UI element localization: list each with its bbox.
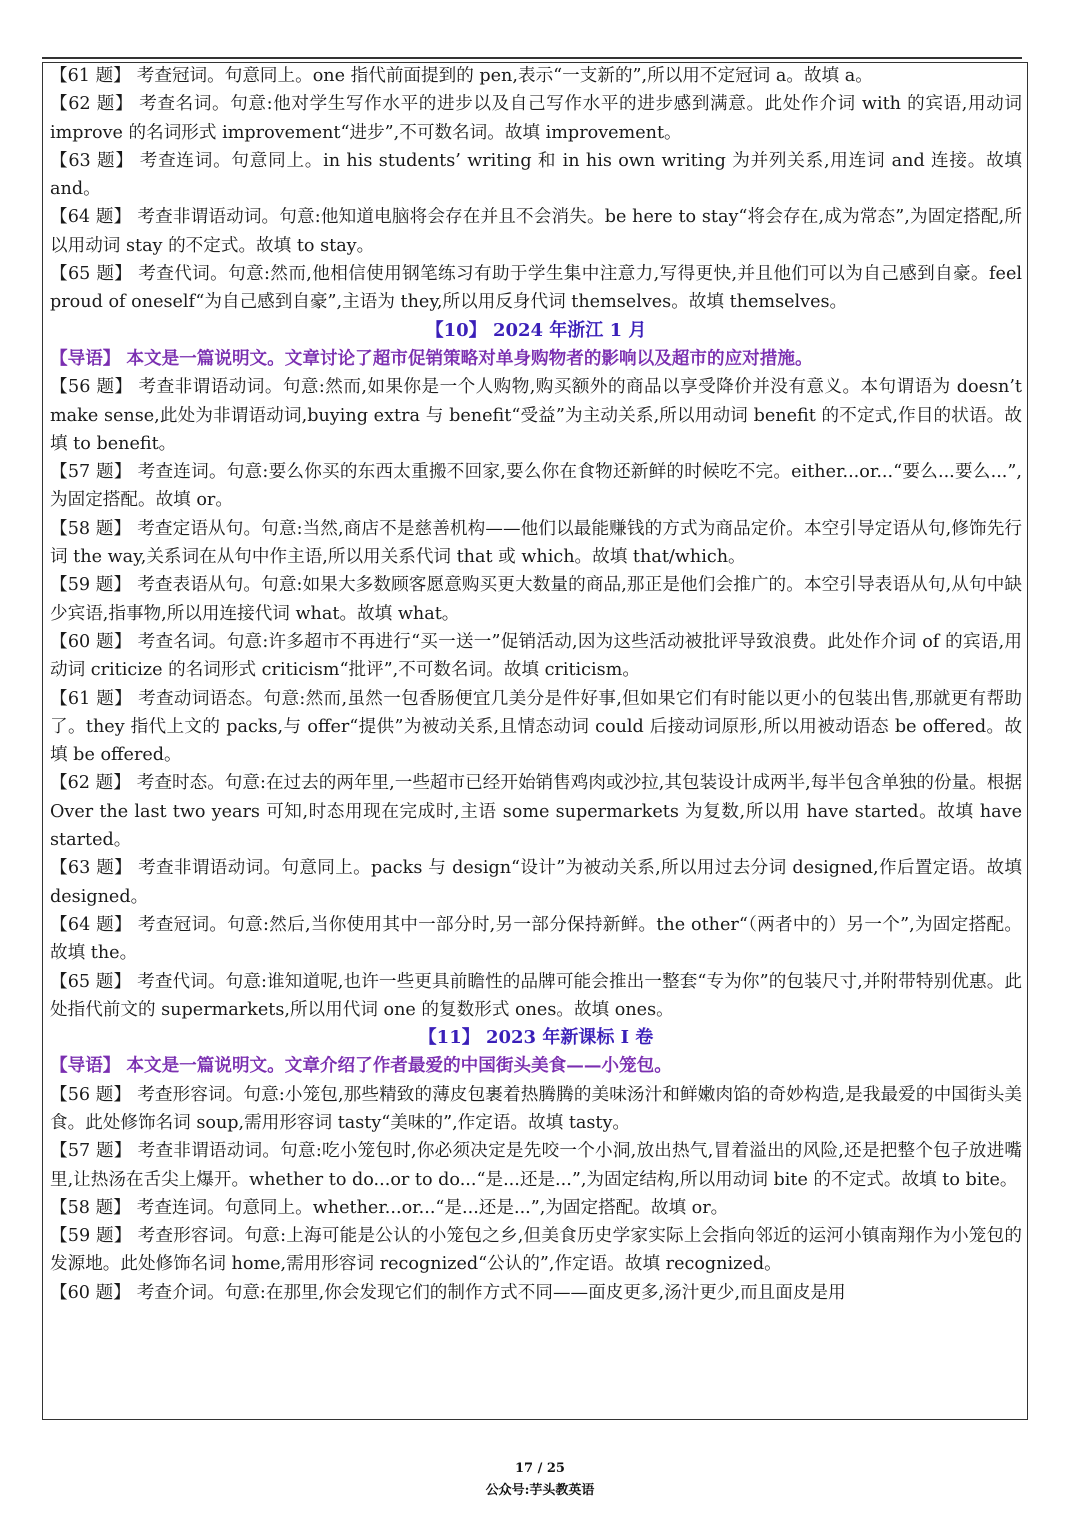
explanation-text: 考查表语从句。句意:如果大多数顾客愿意购买更大数量的商品,那正是他们会推广的。本空引导表语从句,从句中缺少宾语,指事物,所以用连接代词 what。故填 what。 (50, 575, 1022, 624)
question-number: 【64 题】 (50, 914, 132, 935)
question-number: 【56 题】 (50, 377, 133, 398)
intro-label: 【导语】 (50, 347, 121, 369)
question-number: 【60 题】 (50, 631, 132, 652)
answer-explanation (50, 203, 1022, 260)
explanation-text: 考查连词。句意同上。in his students’ writing 和 in his own writing 为并列关系,用连词 and 连接。故填 and。 (50, 150, 1022, 200)
answer-explanation (50, 62, 1022, 90)
explanation-text: 考查冠词。句意:然后,当你使用其中一部分时,另一部分保持新鲜。the other“（两者中的）另一个”,为固定搭配。故填 the。 (50, 914, 1022, 964)
question-number: 【65 题】 (50, 264, 133, 285)
answer-explanation (50, 685, 1022, 770)
question-number: 【61 题】 (50, 688, 133, 709)
explanation-text: 考查非谓语动词。句意:吃小笼包时,你必须决定是先咬一个小洞,放出热气,冒着溢出的风险,还是把整个包子放进嘴里,让热汤在舌尖上爆开。whether to do...or to do...“是...还是...”,为固定结构,所以用动词 bite 的不定式。故填 to bite。 (50, 1141, 1022, 1190)
answer-explanation (50, 1137, 1022, 1194)
explanation-text: 考查代词。句意:然而,他相信使用钢笔练习有助于学生集中注意力,写得更快,并且他们可以为自己感到自豪。feel proud of oneself“为自己感到自豪”,主语为 they,所以用反身代词 themselves。故填 themselves。 (50, 264, 1022, 313)
explanation-text: 考查时态。句意:在过去的两年里,一些超市已经开始销售鸡肉或沙拉,其包装设计成两半,每半包含单独的份量。根据 Over the last two years 可知,时态用现在完成时,主语 some supermarkets 为复数,所以用 have started。故填 have started。 (50, 773, 1022, 851)
question-number: 【62 题】 (50, 773, 131, 794)
answer-explanation (50, 628, 1022, 685)
explanation-text: 本文是一篇说明文。文章介绍了作者最爱的中国街头美食——小笼包。 (126, 1055, 672, 1077)
answer-explanation (50, 911, 1022, 968)
explanation-text: 考查定语从句。句意:当然,商店不是慈善机构——他们以最能赚钱的方式为商品定价。本空引导定语从句,修饰先行词 the way,关系词在从句中作主语,所以用关系代词 that 或 which。故填 that/which。 (50, 518, 1022, 568)
answer-explanation (50, 458, 1022, 515)
explanation-text: 考查介词。句意:在那里,你会发现它们的制作方式不同——面皮更多,汤汁更少,而且面皮是用 (136, 1282, 846, 1303)
intro-label: 【导语】 (50, 1055, 121, 1077)
explanation-text: 本文是一篇说明文。文章讨论了超市促销策略对单身购物者的影响以及超市的应对措施。 (126, 347, 813, 369)
answer-explanation (50, 1222, 1022, 1279)
question-number: 【58 题】 (50, 1197, 131, 1218)
explanation-text: 考查形容词。句意:上海可能是公认的小笼包之乡,但美食历史学家实际上会指向邻近的运河小镇南翔作为小笼包的发源地。此处修饰名词 home,需用形容词 recognized“公认的”,作定语。故填 recognized。 (50, 1226, 1022, 1275)
explanation-text: 考查动词语态。句意:然而,虽然一包香肠便宜几美分是件好事,但如果它们有时能以更小的包装出售,那就更有帮助了。they 指代上文的 packs,与 offer“提供”为被动关系,且情态动词 could 后接动词原形,所以用被动语态 be offered。故填 be offered。 (50, 688, 1022, 766)
passage-intro (50, 1052, 1022, 1080)
explanation-text: 考查代词。句意:谁知道呢,也许一些更具前瞻性的品牌可能会推出一整套“专为你”的包装尺寸,并附带特别优惠。此处指代前文的 supermarkets,所以用代词 one 的复数形式 ones。故填 ones。 (50, 971, 1022, 1020)
section-heading: 【11】 2023 年新课标 I 卷 (418, 1027, 654, 1049)
question-number: 【56 题】 (50, 1084, 132, 1105)
footer-credit: 公众号:芋头教英语 (485, 1483, 595, 1498)
answer-explanation (50, 373, 1022, 458)
question-number: 【64 题】 (50, 207, 132, 228)
answer-explanation (50, 968, 1022, 1025)
answer-explanation (50, 147, 1022, 204)
explanation-text: 考查形容词。句意:小笼包,那些精致的薄皮包裹着热腾腾的美味汤汁和鲜嫩肉馅的奇妙构造,是我最爱的中国街头美食。此处修饰名词 soup,需用形容词 tasty“美味的”,作定语。故填 tasty。 (50, 1084, 1022, 1133)
question-number: 【59 题】 (50, 1226, 132, 1247)
question-number: 【63 题】 (50, 150, 134, 171)
question-number: 【58 题】 (50, 518, 132, 539)
answer-explanations (50, 62, 1022, 1418)
explanation-text: 考查非谓语动词。句意:他知道电脑将会存在并且不会消失。be here to stay“将会存在,成为常态”,为固定搭配,所以用动词 stay 的不定式。故填 to stay。 (50, 207, 1022, 256)
question-number: 【57 题】 (50, 1141, 132, 1162)
header-rule (42, 57, 1022, 59)
explanation-text: 考查名词。句意:他对学生写作水平的进步以及自己写作水平的进步感到满意。此处作介词 with 的宾语,用动词 improve 的名词形式 improvement“进步”,不可数名词。故填 improvement。 (50, 94, 1022, 143)
question-number: 【59 题】 (50, 575, 132, 596)
explanation-text: 考查非谓语动词。句意同上。packs 与 design“设计”为被动关系,所以用过去分词 designed,作后置定语。故填 designed。 (50, 858, 1022, 907)
question-number: 【57 题】 (50, 462, 132, 483)
answer-explanation (50, 1194, 1022, 1222)
answer-explanation (50, 854, 1022, 911)
question-number: 【63 题】 (50, 858, 133, 879)
answer-explanation (50, 769, 1022, 854)
answer-explanation (50, 1081, 1022, 1138)
page-number: 17 / 25 (515, 1461, 565, 1476)
explanation-text: 考查连词。句意:要么你买的东西太重搬不回家,要么你在食物还新鲜的时候吃不完。either...or...“要么...要么...”,为固定搭配。故填 or。 (50, 462, 1022, 511)
explanation-text: 考查名词。句意:许多超市不再进行“买一送一”促销活动,因为这些活动被批评导致浪费。此处作介词 of 的宾语,用动词 criticize 的名词形式 criticism“批评”,不可数名词。故填 criticism。 (50, 631, 1022, 681)
question-number: 【62 题】 (50, 94, 134, 115)
answer-explanation (50, 571, 1022, 628)
explanation-text: 考查非谓语动词。句意:然而,如果你是一个人购物,购买额外的商品以享受降价并没有意义。本句谓语为 doesn’t make sense,此处为非谓语动词,buying extra 与 benefit“受益”为主动关系,所以用动词 benefit 的不定式,作目的状语。故填 to benefit。 (50, 377, 1022, 454)
section-heading: 【10】 2024 年浙江 1 月 (425, 319, 647, 341)
passage-intro (50, 345, 1022, 373)
question-number: 【61 题】 (50, 66, 131, 86)
question-number: 【65 题】 (50, 971, 132, 992)
answer-explanation (50, 90, 1022, 147)
explanation-text: 考查连词。句意同上。whether...or...“是...还是...”,为固定搭配。故填 or。 (136, 1197, 729, 1218)
answer-explanation (50, 1279, 1022, 1307)
explanation-text: 考查冠词。句意同上。one 指代前面提到的 pen,表示“一支新的”,所以用不定冠词 a。故填 a。 (136, 66, 873, 86)
question-number: 【60 题】 (50, 1282, 131, 1303)
answer-explanation (50, 260, 1022, 317)
answer-explanation (50, 515, 1022, 572)
